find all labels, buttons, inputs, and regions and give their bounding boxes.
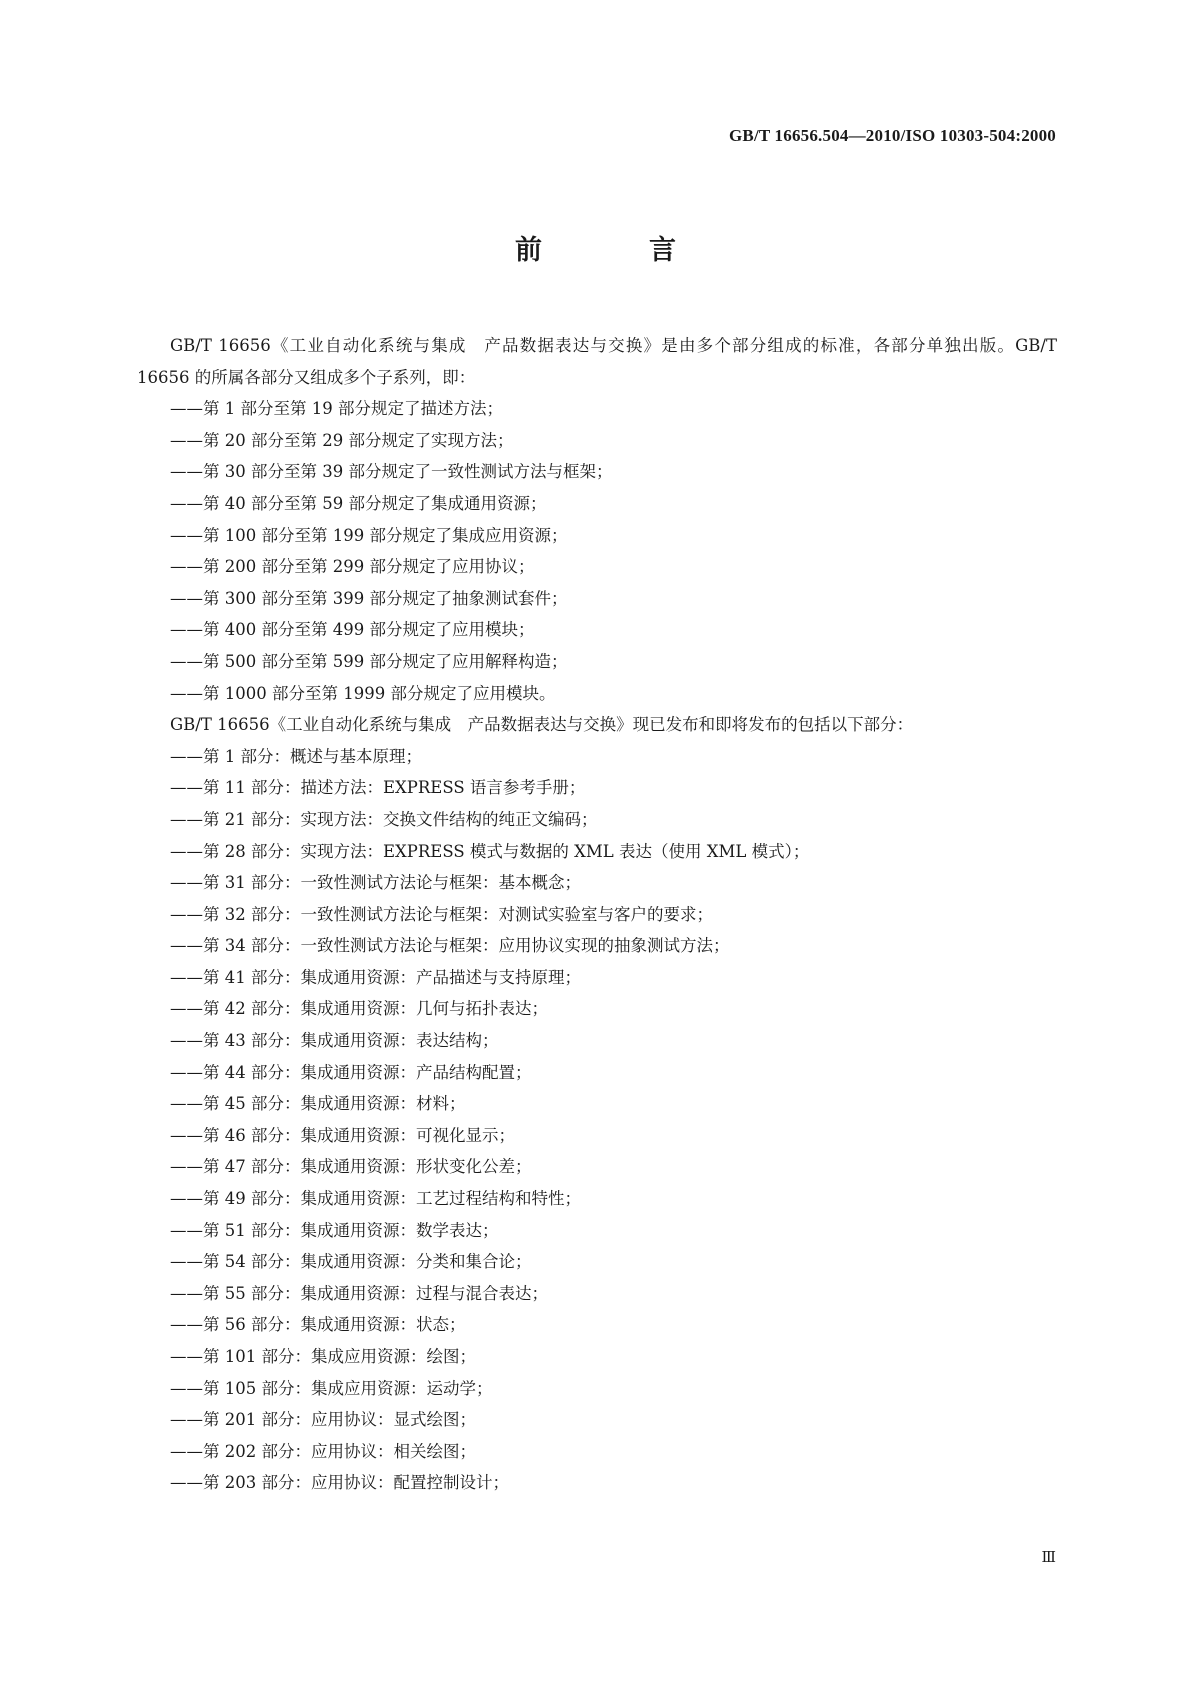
parts-list-item: ——第 203 部分：应用协议：配置控制设计； bbox=[170, 1473, 509, 1493]
parts-list-item: ——第 56 部分：集成通用资源：状态； bbox=[170, 1315, 466, 1335]
parts-list-item: ——第 49 部分：集成通用资源：工艺过程结构和特性； bbox=[170, 1189, 581, 1209]
parts-list-item: ——第 31 部分：一致性测试方法论与框架：基本概念； bbox=[170, 873, 581, 893]
parts-list-item: ——第 42 部分：集成通用资源：几何与拓扑表达； bbox=[170, 999, 548, 1019]
parts-list-item: ——第 1 部分：概述与基本原理； bbox=[170, 746, 422, 766]
page-title: 前 言 bbox=[515, 235, 716, 266]
parts-list-item: ——第 32 部分：一致性测试方法论与框架：对测试实验室与客户的要求； bbox=[170, 904, 713, 924]
series-list-item: ——第 200 部分至第 299 部分规定了应用协议； bbox=[170, 557, 535, 577]
intro-paragraph: GB/T 16656《工业自动化系统与集成 产品数据表达与交换》是由多个部分组成的标准，各部分单独出版。GB/T 16656 的所属各部分又组成多个子系列，即： bbox=[137, 336, 1057, 387]
parts-list-item: ——第 47 部分：集成通用资源：形状变化公差； bbox=[170, 1157, 532, 1177]
parts-list-item: ——第 41 部分：集成通用资源：产品描述与支持原理； bbox=[170, 967, 581, 987]
parts-list-item: ——第 28 部分：实现方法：EXPRESS 模式与数据的 XML 表达（使用 XML 模式）； bbox=[170, 841, 810, 861]
series-list-item: ——第 40 部分至第 59 部分规定了集成通用资源； bbox=[170, 493, 547, 513]
parts-list-item: ——第 11 部分：描述方法：EXPRESS 语言参考手册； bbox=[170, 778, 586, 798]
parts-list bbox=[137, 741, 1057, 1499]
series-list-item: ——第 1 部分至第 19 部分规定了描述方法； bbox=[170, 399, 503, 419]
standard-number-header: GB/T 16656.504—2010/ISO 10303-504:2000 bbox=[728, 126, 1056, 145]
series-list-item: ——第 300 部分至第 399 部分规定了抽象测试套件； bbox=[170, 588, 568, 608]
parts-list-item: ——第 44 部分：集成通用资源：产品结构配置； bbox=[170, 1062, 532, 1082]
parts-list-item: ——第 51 部分：集成通用资源：数学表达； bbox=[170, 1220, 499, 1240]
foreword-body bbox=[137, 330, 1057, 1499]
series-list-item: ——第 1000 部分至第 1999 部分规定了应用模块。 bbox=[170, 683, 556, 703]
parts-list-item: ——第 105 部分：集成应用资源：运动学； bbox=[170, 1378, 493, 1398]
parts-list-item: ——第 101 部分：集成应用资源：绘图； bbox=[170, 1347, 476, 1366]
parts-list-item: ——第 21 部分：实现方法：交换文件结构的纯正文编码； bbox=[170, 809, 598, 829]
second-paragraph: GB/T 16656《工业自动化系统与集成 产品数据表达与交换》现已发布和即将发布的包括以下部分： bbox=[170, 715, 914, 735]
series-list-item: ——第 100 部分至第 199 部分规定了集成应用资源； bbox=[170, 525, 568, 545]
parts-list-item: ——第 45 部分：集成通用资源：材料； bbox=[170, 1094, 466, 1114]
parts-list-item: ——第 201 部分：应用协议：显式绘图； bbox=[170, 1410, 476, 1430]
series-list-item: ——第 500 部分至第 599 部分规定了应用解释构造； bbox=[170, 651, 568, 671]
parts-list-item: ——第 43 部分：集成通用资源：表达结构； bbox=[170, 1031, 499, 1051]
series-list-item: ——第 30 部分至第 39 部分规定了一致性测试方法与框架； bbox=[170, 462, 613, 482]
series-list-item: ——第 20 部分至第 29 部分规定了实现方法； bbox=[170, 430, 514, 450]
series-list bbox=[137, 393, 1057, 709]
series-list-item: ——第 400 部分至第 499 部分规定了应用模块； bbox=[170, 620, 535, 640]
parts-list-item: ——第 34 部分：一致性测试方法论与框架：应用协议实现的抽象测试方法； bbox=[170, 936, 730, 956]
parts-list-item: ——第 46 部分：集成通用资源：可视化显示； bbox=[170, 1125, 515, 1145]
page-number: Ⅲ bbox=[1041, 1550, 1056, 1566]
parts-list-item: ——第 202 部分：应用协议：相关绘图； bbox=[170, 1441, 476, 1461]
parts-list-item: ——第 54 部分：集成通用资源：分类和集合论； bbox=[170, 1252, 532, 1272]
parts-list-item: ——第 55 部分：集成通用资源：过程与混合表达； bbox=[170, 1283, 548, 1303]
